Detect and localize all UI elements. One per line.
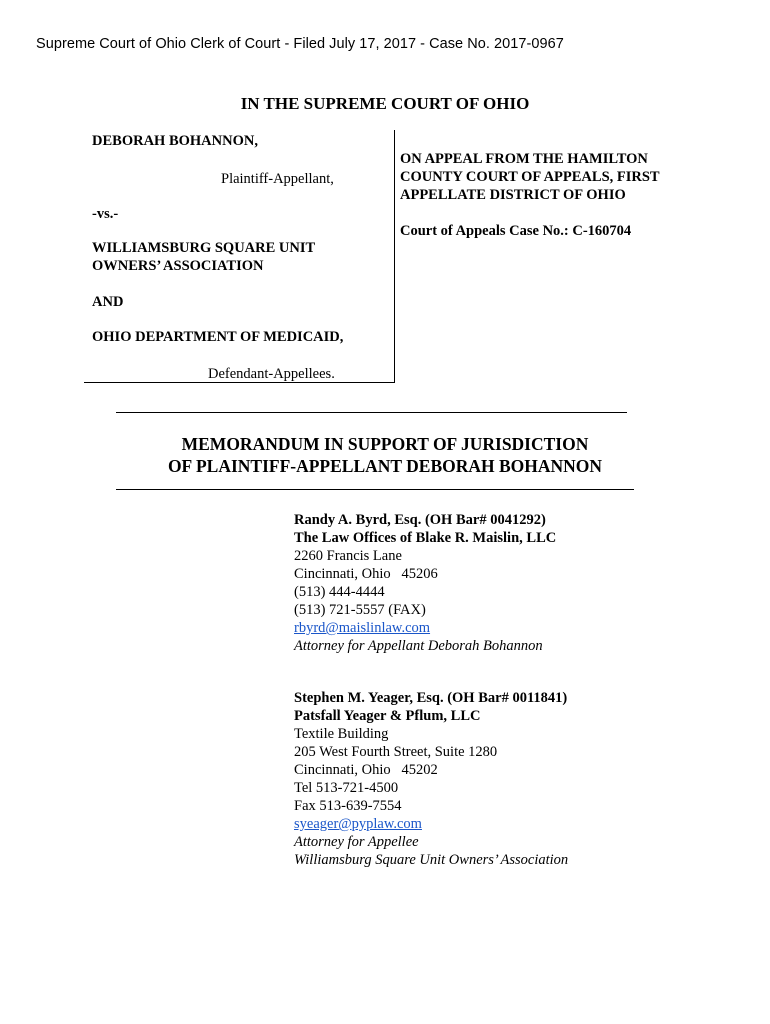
appeal-line-2: COUNTY COURT OF APPEALS, FIRST bbox=[400, 169, 660, 185]
counsel-appellee-email-link[interactable]: syeager@pyplaw.com bbox=[294, 816, 422, 832]
court-title: IN THE SUPREME COURT OF OHIO bbox=[240, 94, 530, 113]
counsel-appellant-role: Attorney for Appellant Deborah Bohannon bbox=[294, 638, 543, 654]
counsel-appellee-phone: Tel 513-721-4500 bbox=[294, 780, 399, 796]
counsel-appellee-firm: Patsfall Yeager & Pflum, LLC bbox=[294, 708, 481, 724]
memo-bottom-rule bbox=[116, 489, 634, 490]
caption-vertical-rule bbox=[394, 130, 395, 382]
counsel-appellee-fax: Fax 513-639-7554 bbox=[294, 798, 402, 814]
counsel-appellant-fax: (513) 721-5557 (FAX) bbox=[294, 602, 426, 618]
appellee-1-line-1: WILLIAMSBURG SQUARE UNIT bbox=[92, 240, 316, 256]
and-label: AND bbox=[92, 294, 124, 310]
counsel-appellant-email-link[interactable]: rbyrd@maislinlaw.com bbox=[294, 620, 431, 636]
appeal-line-3: APPELLATE DISTRICT OF OHIO bbox=[400, 187, 626, 203]
appellee-1-line-2: OWNERS’ ASSOCIATION bbox=[92, 258, 264, 274]
appellee-2: OHIO DEPARTMENT OF MEDICAID, bbox=[92, 329, 344, 345]
counsel-appellant-street: 2260 Francis Lane bbox=[294, 548, 402, 564]
counsel-appellant-name: Randy A. Byrd, Esq. (OH Bar# 0041292) bbox=[294, 512, 546, 528]
caption-bottom-rule bbox=[84, 382, 395, 383]
counsel-appellant-phone: (513) 444-4444 bbox=[294, 584, 385, 600]
memo-title-line-2: OF PLAINTIFF-APPELLANT DEBORAH BOHANNON bbox=[167, 456, 603, 476]
counsel-appellant-firm: The Law Offices of Blake R. Maislin, LLC bbox=[294, 530, 557, 546]
memo-top-rule bbox=[116, 412, 627, 413]
versus-label: -vs.- bbox=[92, 206, 119, 222]
appeal-line-1: ON APPEAL FROM THE HAMILTON bbox=[400, 151, 648, 167]
counsel-appellee-role-line-1: Attorney for Appellee bbox=[294, 834, 419, 850]
filing-stamp: Supreme Court of Ohio Clerk of Court - Filed July 17, 2017 - Case No. 2017-0967 bbox=[36, 36, 564, 52]
appellant-name: DEBORAH BOHANNON, bbox=[92, 133, 258, 149]
appeals-case-number: Court of Appeals Case No.: C-160704 bbox=[400, 223, 632, 239]
counsel-appellee-city: Cincinnati, Ohio 45202 bbox=[294, 762, 438, 778]
appellee-role: Defendant-Appellees. bbox=[208, 366, 335, 382]
counsel-appellant-city: Cincinnati, Ohio 45206 bbox=[294, 566, 438, 582]
counsel-appellee-block bbox=[294, 689, 568, 869]
appellant-role: Plaintiff-Appellant, bbox=[221, 171, 334, 187]
counsel-appellee-role-line-2: Williamsburg Square Unit Owners’ Association bbox=[294, 852, 569, 868]
counsel-appellee-building: Textile Building bbox=[294, 726, 389, 742]
counsel-appellee-name: Stephen M. Yeager, Esq. (OH Bar# 0011841) bbox=[294, 690, 568, 706]
memo-title-line-1: MEMORANDUM IN SUPPORT OF JURISDICTION bbox=[181, 434, 589, 454]
counsel-appellee-street: 205 West Fourth Street, Suite 1280 bbox=[294, 744, 498, 760]
counsel-appellant-block bbox=[294, 511, 556, 655]
